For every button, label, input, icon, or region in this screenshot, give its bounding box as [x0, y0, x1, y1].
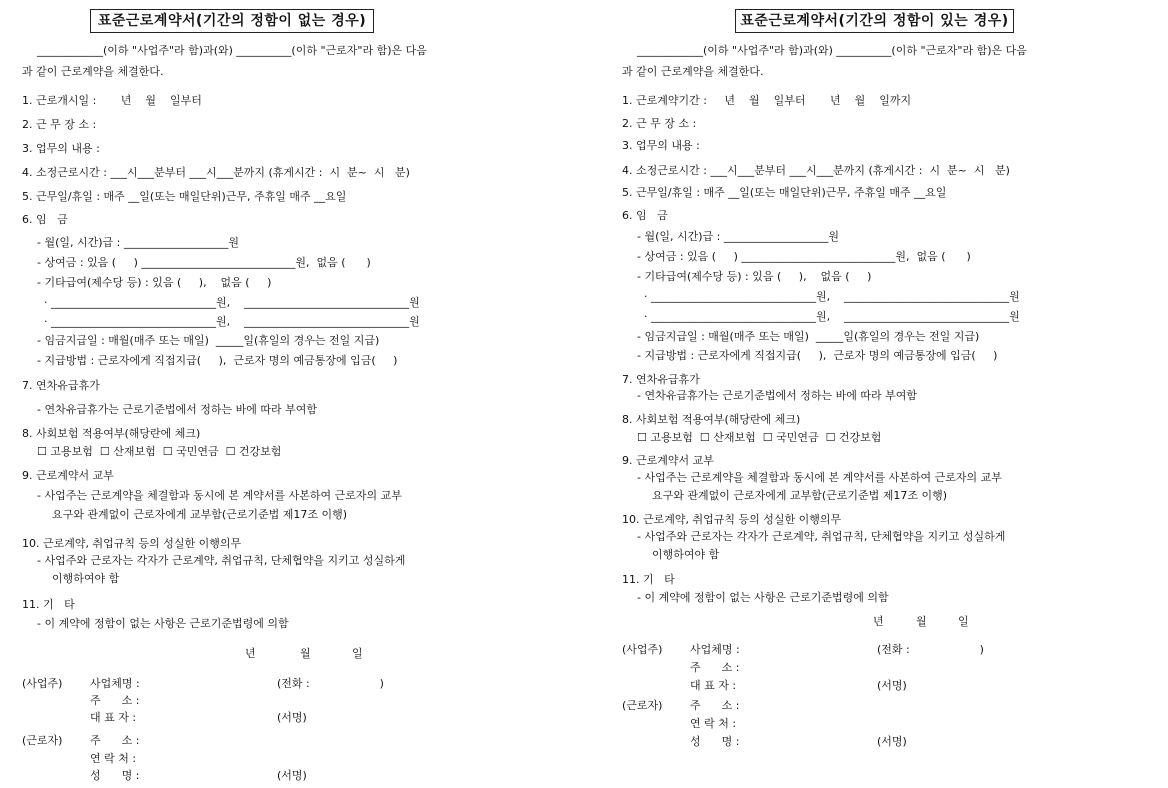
party-label: (사업주): [622, 643, 663, 656]
clause-line: 3. 업무의 내용 :: [22, 142, 100, 155]
clause-line: - 월(일, 시간)급 : ___________________원: [637, 230, 839, 243]
clause-line: 11. 기 타: [22, 598, 75, 611]
clause-line: 과 같이 근로계약을 체결한다.: [22, 65, 164, 78]
clause-line: 4. 소정근로시간 : ___시___분부터 ___시___분까지 (휴게시간 : 시 분~ 시 분): [622, 164, 1010, 177]
clause-line: 요구와 관계없이 근로자에게 교부함(근로기준법 제17조 이행): [52, 508, 348, 521]
clause-line: - 사업주와 근로자는 각자가 근로계약, 취업규칙, 단체협약을 지키고 성실하게: [637, 530, 1006, 543]
clause-line: 6. 임 금: [622, 209, 668, 222]
clause-line: - 기타급여(제수당 등) : 있음 ( ), 없음 ( ): [37, 276, 272, 289]
clause-line: 과 같이 근로계약을 체결한다.: [622, 65, 764, 78]
contract-fixed-term: [598, 0, 1168, 788]
party-label: (근로자): [22, 734, 63, 747]
date-label: 월: [300, 647, 311, 660]
field-extra: (서명): [877, 735, 907, 748]
field-label: 사업체명 :: [90, 677, 140, 690]
clause-line: 1. 근로계약기간 : 년 월 일부터 년 월 일까지: [622, 94, 912, 107]
party-label: (근로자): [622, 699, 663, 712]
field-label: 연 락 처 :: [690, 717, 737, 730]
contract-indefinite: [0, 0, 580, 788]
field-label: 성 명 :: [690, 735, 740, 748]
clause-line: - 상여금 : 있음 ( ) ____________________________원, 없음 ( ): [37, 256, 371, 269]
clause-line: - 임금지급일 : 매월(매주 또는 매일) _____일(휴일의 경우는 전일 지급): [37, 334, 380, 347]
clause-line: 11. 기 타: [622, 573, 675, 586]
clause-line: - 이 계약에 정함이 없는 사항은 근로기준법령에 의함: [637, 591, 889, 604]
clause-line: 9. 근로계약서 교부: [622, 454, 714, 467]
field-label: 성 명 :: [90, 769, 140, 782]
field-label: 사업체명 :: [690, 643, 740, 656]
clause-line: - 지급방법 : 근로자에게 직접지급( ), 근로자 명의 예금통장에 입금( ): [37, 354, 398, 367]
clause-line: 2. 근 무 장 소 :: [622, 117, 697, 130]
clause-line: 1. 근로개시일 : 년 월 일부터: [22, 94, 202, 107]
clause-line: ____________(이하 "사업주"라 함)과(와) __________(이하 "근로자"라 함)은 다음: [637, 44, 1027, 57]
date-label: 일: [352, 647, 363, 660]
clause-line: - 이 계약에 정함이 없는 사항은 근로기준법령에 의함: [37, 617, 289, 630]
clause-line: 8. 사회보험 적용여부(해당란에 체크): [22, 427, 201, 440]
date-label: 년: [873, 615, 884, 628]
clause-line: - 상여금 : 있음 ( ) ____________________________원, 없음 ( ): [637, 250, 971, 263]
clause-line: 5. 근무일/휴일 : 매주 __일(또는 매일단위)근무, 주휴일 매주 __요일: [622, 186, 947, 199]
field-label: 대 표 자 :: [690, 679, 737, 692]
clause-line: 5. 근무일/휴일 : 매주 __일(또는 매일단위)근무, 주휴일 매주 __요일: [22, 190, 347, 203]
clause-line: 4. 소정근로시간 : ___시___분부터 ___시___분까지 (휴게시간 : 시 분~ 시 분): [22, 166, 410, 179]
clause-line: ☐ 고용보험 ☐ 산재보험 ☐ 국민연금 ☐ 건강보험: [637, 431, 882, 444]
clause-line: - 사업주는 근로계약을 체결함과 동시에 본 계약서를 사본하여 근로자의 교부: [37, 489, 402, 502]
field-label: 주 소 :: [690, 699, 740, 712]
field-label: 주 소 :: [90, 734, 140, 747]
field-label: 주 소 :: [90, 694, 140, 707]
clause-line: 7. 연차유급휴가: [22, 379, 100, 392]
field-extra: (전화 : ): [277, 677, 384, 690]
date-label: 월: [916, 615, 927, 628]
field-label: 대 표 자 :: [90, 711, 137, 724]
clause-line: 8. 사회보험 적용여부(해당란에 체크): [622, 413, 801, 426]
field-extra: (서명): [277, 769, 307, 782]
clause-line: 6. 임 금: [22, 213, 68, 226]
clause-line: · ______________________________원, ______________________________원: [637, 310, 1020, 323]
clause-line: - 기타급여(제수당 등) : 있음 ( ), 없음 ( ): [637, 270, 872, 283]
date-label: 년: [245, 647, 256, 660]
clause-line: ____________(이하 "사업주"라 함)과(와) __________(이하 "근로자"라 함)은 다음: [37, 44, 427, 57]
clause-line: - 월(일, 시간)급 : ___________________원: [37, 236, 239, 249]
clause-line: 이행하여야 함: [652, 548, 720, 561]
clause-line: - 지급방법 : 근로자에게 직접지급( ), 근로자 명의 예금통장에 입금( ): [637, 349, 998, 362]
field-extra: (서명): [277, 711, 307, 724]
date-label: 일: [958, 615, 969, 628]
clause-line: 이행하여야 함: [52, 572, 120, 585]
field-extra: (전화 : ): [877, 643, 984, 656]
clause-line: 요구와 관계없이 근로자에게 교부함(근로기준법 제17조 이행): [652, 489, 948, 502]
clause-line: 7. 연차유급휴가: [622, 373, 700, 386]
clause-line: - 사업주와 근로자는 각자가 근로계약, 취업규칙, 단체협약을 지키고 성실하게: [37, 554, 406, 567]
clause-line: - 연차유급휴가는 근로기준법에서 정하는 바에 따라 부여함: [637, 389, 917, 402]
clause-line: - 임금지급일 : 매월(매주 또는 매일) _____일(휴일의 경우는 전일 지급): [637, 330, 980, 343]
document-title: 표준근로계약서(기간의 정함이 없는 경우): [90, 9, 374, 33]
clause-line: 2. 근 무 장 소 :: [22, 118, 97, 131]
clause-line: - 연차유급휴가는 근로기준법에서 정하는 바에 따라 부여함: [37, 403, 317, 416]
clause-line: - 사업주는 근로계약을 체결함과 동시에 본 계약서를 사본하여 근로자의 교부: [637, 471, 1002, 484]
document-title: 표준근로계약서(기간의 정함이 있는 경우): [735, 9, 1014, 33]
field-label: 연 락 처 :: [90, 752, 137, 765]
field-extra: (서명): [877, 679, 907, 692]
clause-line: · ______________________________원, ______________________________원: [37, 296, 420, 309]
clause-line: 9. 근로계약서 교부: [22, 469, 114, 482]
field-label: 주 소 :: [690, 661, 740, 674]
clause-line: 10. 근로계약, 취업규칙 등의 성실한 이행의무: [22, 537, 242, 550]
clause-line: · ______________________________원, ______________________________원: [37, 315, 420, 328]
clause-line: · ______________________________원, ______________________________원: [637, 290, 1020, 303]
clause-line: 3. 업무의 내용 :: [622, 139, 700, 152]
clause-line: ☐ 고용보험 ☐ 산재보험 ☐ 국민연금 ☐ 건강보험: [37, 445, 282, 458]
clause-line: 10. 근로계약, 취업규칙 등의 성실한 이행의무: [622, 513, 842, 526]
party-label: (사업주): [22, 677, 63, 690]
